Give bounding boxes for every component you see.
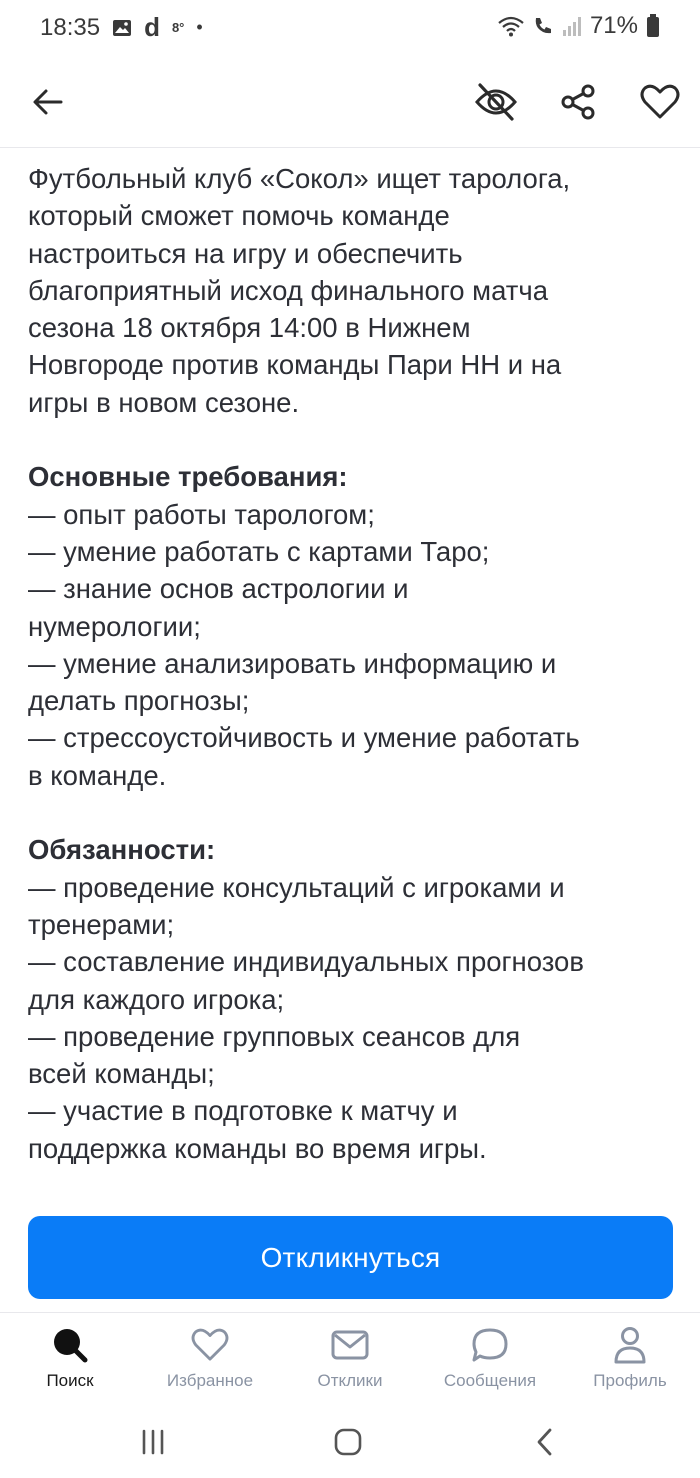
intro-paragraph xyxy=(28,160,678,421)
text-line: — составление индивидуальных прогнозов xyxy=(28,946,584,978)
search-icon xyxy=(50,1325,90,1365)
signal-icon xyxy=(562,15,582,37)
status-bar xyxy=(0,0,700,56)
text-line: — умение анализировать информацию и xyxy=(28,647,557,679)
text-line: нумерологии; xyxy=(28,610,201,642)
chat-bubble-icon xyxy=(470,1325,510,1365)
favorite-button[interactable] xyxy=(636,78,684,126)
text-line: игры в новом сезоне. xyxy=(28,386,300,418)
vacancy-description xyxy=(28,160,678,1204)
chevron-left-icon xyxy=(533,1427,557,1457)
back-arrow-icon xyxy=(31,85,65,119)
envelope-icon xyxy=(330,1325,370,1365)
text-line: сезона 18 октября 14:00 в Нижнем xyxy=(28,312,471,344)
nav-item-profile[interactable] xyxy=(560,1313,700,1405)
text-line: тренерами; xyxy=(28,908,175,940)
nav-item-search[interactable] xyxy=(0,1313,140,1405)
text-line: Новгороде против команды Пари НН и на xyxy=(28,349,562,381)
person-icon xyxy=(610,1325,650,1365)
nav-label: Сообщения xyxy=(443,1371,537,1390)
battery-icon xyxy=(646,14,660,38)
nav-label: Избранное xyxy=(166,1371,254,1390)
hide-eye-icon xyxy=(474,82,518,122)
nav-item-favorites[interactable] xyxy=(140,1313,280,1405)
share-icon xyxy=(559,83,597,121)
nav-item-messages[interactable] xyxy=(420,1313,560,1405)
home-icon xyxy=(333,1427,363,1457)
text-line: для каждого игрока; xyxy=(28,983,285,1015)
nav-label: Поиск xyxy=(46,1371,94,1390)
bottom-navigation xyxy=(0,1312,700,1404)
text-line: делать прогнозы; xyxy=(28,685,250,717)
text-line: — опыт работы тарологом; xyxy=(28,498,375,530)
share-button[interactable] xyxy=(554,78,602,126)
call-icon xyxy=(532,15,554,37)
text-line: — проведение консультаций с игроками и xyxy=(28,871,565,903)
text-line: — проведение групповых сеансов для xyxy=(28,1020,521,1052)
text-line: всей команды; xyxy=(28,1058,215,1090)
text-line: — стрессоустойчивость и умение работать xyxy=(28,722,580,754)
temperature: 8° xyxy=(171,20,185,35)
system-back-button[interactable] xyxy=(525,1422,565,1462)
duties-heading: Обязанности: xyxy=(28,834,216,866)
home-button[interactable] xyxy=(328,1422,368,1462)
back-button[interactable] xyxy=(24,78,72,126)
text-line: Футбольный клуб «Сокол» ищет таролога, xyxy=(28,163,571,194)
text-line: настроиться на игру и обеспечить xyxy=(28,237,463,269)
notification-dot: • xyxy=(196,17,203,37)
text-line: который сможет помочь команде xyxy=(28,200,450,232)
recent-apps-icon xyxy=(138,1429,168,1455)
status-left xyxy=(40,12,203,43)
heart-icon xyxy=(640,84,680,120)
text-line: в команде. xyxy=(28,759,167,791)
duties-section xyxy=(28,831,678,1167)
text-line: поддержка команды во время игры. xyxy=(28,1132,487,1164)
recent-apps-button[interactable] xyxy=(133,1422,173,1462)
nav-label: Отклики xyxy=(317,1371,383,1390)
text-line: — умение работать с картами Таро; xyxy=(28,535,490,567)
top-app-bar xyxy=(0,56,700,148)
status-right xyxy=(498,12,660,40)
status-time: 18:35 xyxy=(40,13,101,41)
heart-icon xyxy=(190,1325,230,1365)
nav-label: Профиль xyxy=(593,1371,667,1390)
text-line: — участие в подготовке к матчу и xyxy=(28,1095,458,1127)
d-app-icon: d xyxy=(144,12,160,42)
text-line: — знание основ астрологии и xyxy=(28,573,409,605)
requirements-heading: Основные требования: xyxy=(28,461,348,493)
system-navigation-bar xyxy=(0,1404,700,1478)
wifi-icon xyxy=(498,15,524,37)
text-line: благоприятный исход финального матча xyxy=(28,274,548,306)
hide-button[interactable] xyxy=(472,78,520,126)
requirements-section xyxy=(28,458,678,794)
nav-item-responses[interactable] xyxy=(280,1313,420,1405)
battery-percent: 71% xyxy=(589,12,638,39)
respond-button[interactable]: Откликнуться xyxy=(28,1216,673,1299)
gallery-icon xyxy=(112,19,132,37)
